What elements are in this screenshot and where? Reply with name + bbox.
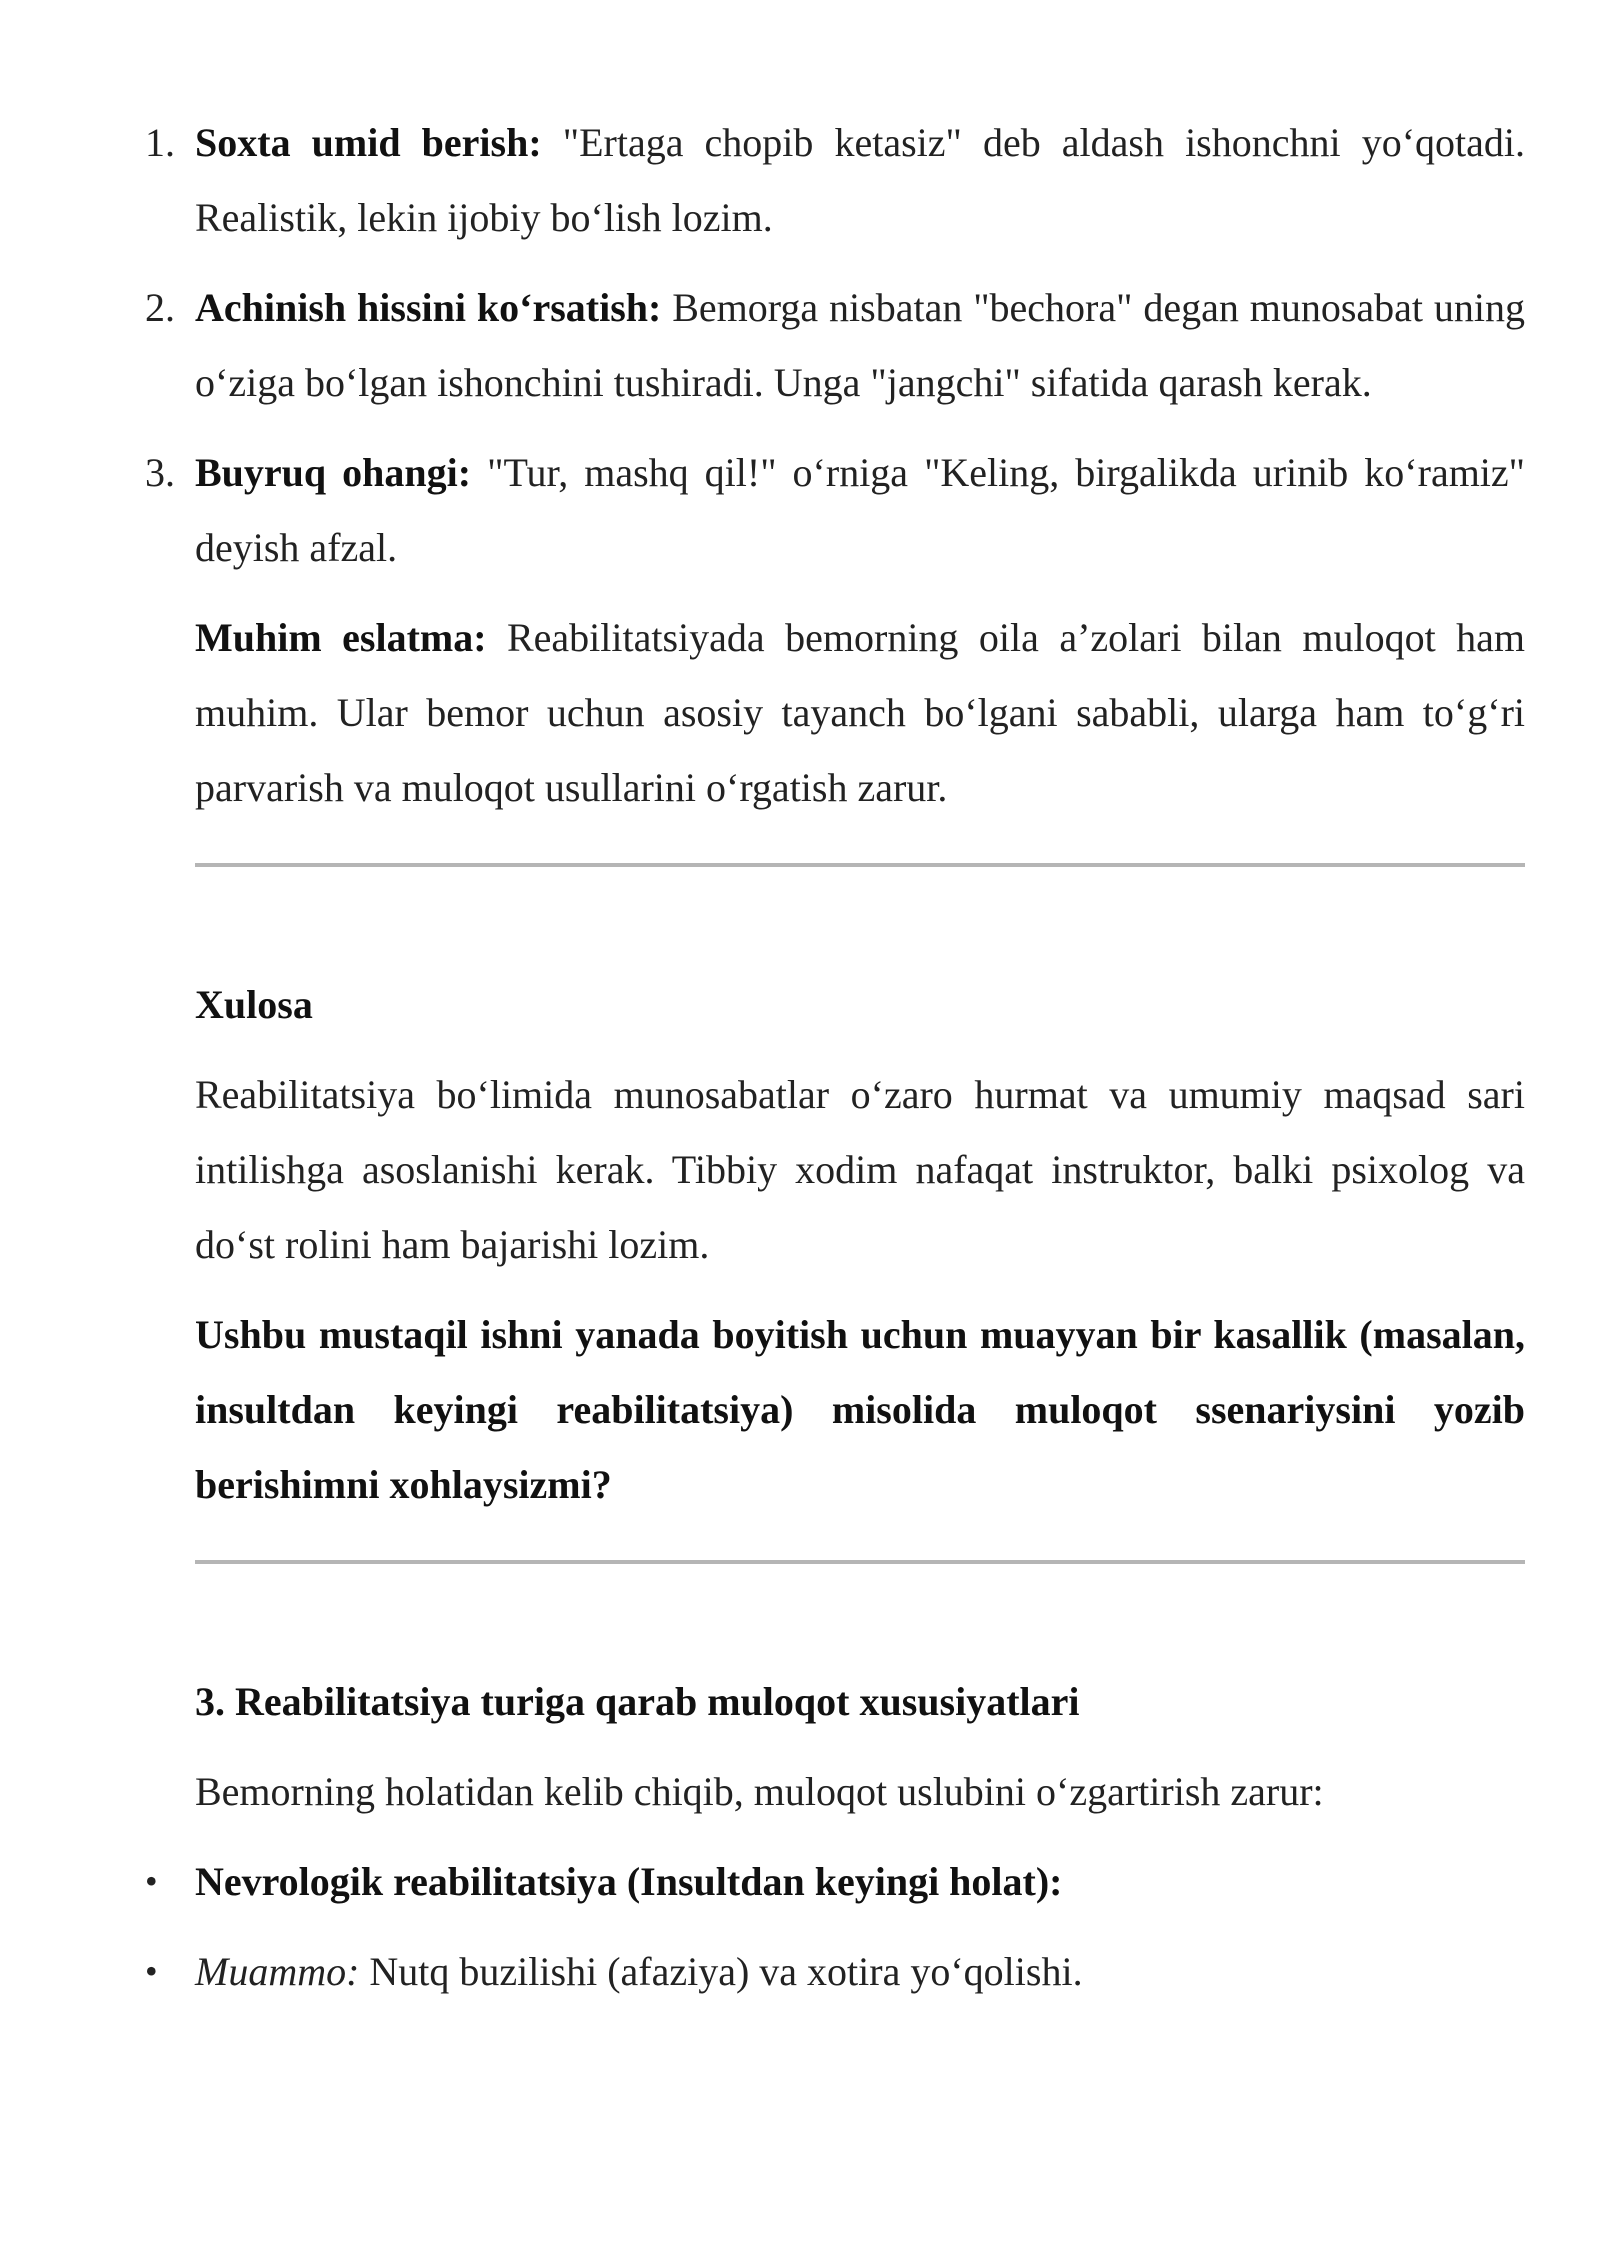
list-item-title: Achinish hissini ko‘rsatish:	[195, 285, 662, 330]
list-item-body: "Ertaga chopib ketasiz" deb aldash ishonchni yo‘qotadi. Realistik, lekin ijobiy bo‘lish lozim.	[195, 120, 1525, 240]
conclusion-question: Ushbu mustaqil ishni yanada boyitish uchun muayyan bir kasallik (masalan, insultdan keyingi reabilitatsiya) misolida muloqot ssenariysini yozib berishimni xohlaysizmi?	[195, 1312, 1525, 1507]
numbered-list	[145, 105, 1526, 585]
list-item-text	[195, 270, 1525, 420]
bullet-item	[145, 1844, 1525, 1919]
conclusion-heading: Xulosa	[195, 982, 313, 1027]
list-item	[145, 270, 1526, 420]
list-item-body: Bemorga nisbatan "bechora" degan munosabat uning o‘ziga bo‘lgan ishonchini tushiradi. Unga "jangchi" sifatida qarash kerak.	[195, 285, 1526, 405]
bullet-list	[145, 1844, 1525, 2009]
important-note	[195, 600, 1525, 825]
list-item	[145, 435, 1526, 585]
bullet-text	[195, 1844, 1525, 1919]
list-number: 1.	[145, 120, 175, 165]
section-intro: Bemorning holatidan kelib chiqib, muloqot uslubini o‘zgartirish zarur:	[195, 1769, 1324, 1814]
bullet-label: Muammo:	[195, 1949, 360, 1994]
note-text: Reabilitatsiyada bemorning oila a’zolari bilan muloqot ham muhim. Ular bemor uchun asosiy tayanch bo‘lgani sababli, ularga ham to‘g‘ri parvarish va muloqot usullarini o‘rgatish zarur.	[195, 615, 1525, 810]
bullet-text	[195, 1934, 1525, 2009]
list-item-title: Buyruq ohangi:	[195, 450, 472, 495]
list-item-title: Soxta umid berish:	[195, 120, 542, 165]
list-item-text	[195, 435, 1525, 585]
list-item-body: "Tur, mashq qil!" o‘rniga "Keling, birgalikda urinib ko‘ramiz" deyish afzal.	[195, 450, 1526, 570]
list-item	[145, 105, 1525, 255]
bullet-body: Nutq buzilishi (afaziya) va xotira yo‘qolishi.	[359, 1949, 1083, 1994]
section-heading: 3. Reabilitatsiya turiga qarab muloqot xususiyatlari	[195, 1679, 1080, 1724]
list-number: 3.	[145, 450, 175, 495]
conclusion-text: Reabilitatsiya bo‘limida munosabatlar o‘zaro hurmat va umumiy maqsad sari intilishga asoslanishi kerak. Tibbiy xodim nafaqat instruktor, balki psixolog va do‘st rolini ham bajarishi lozim.	[195, 1072, 1525, 1267]
bullet-item	[145, 1934, 1525, 2009]
note-label: Muhim eslatma:	[195, 615, 487, 660]
list-item-text	[195, 105, 1525, 255]
bullet-title: Nevrologik reabilitatsiya (Insultdan keyingi holat):	[195, 1859, 1063, 1904]
document-content	[145, 105, 1526, 2009]
bullet-icon: •	[145, 1951, 158, 1991]
list-number: 2.	[145, 285, 175, 330]
bullet-icon: •	[145, 1861, 158, 1901]
